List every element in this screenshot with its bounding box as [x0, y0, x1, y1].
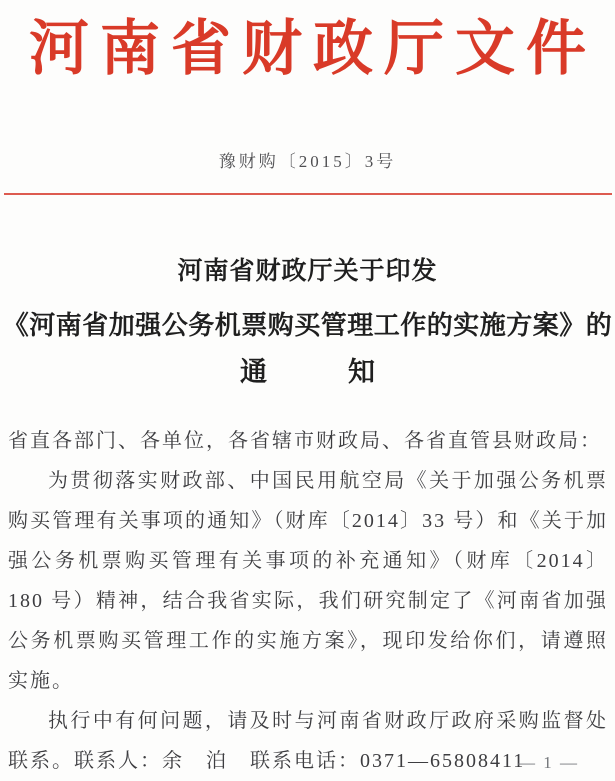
notice-body: [8, 421, 608, 781]
notice-title-line-3: 通 知: [240, 357, 375, 387]
red-divider-line: [4, 193, 612, 195]
salutation-line: 省直各部门、各单位，各省辖市财政局、各省直管县财政局：: [8, 430, 602, 452]
body-paragraph-2: 执行中有何问题，请及时与河南省财政厅政府采购监督处联系。联系人：余 泊 联系电话：0371—65808411: [8, 710, 608, 772]
body-paragraph-1: 为贯彻落实财政部、中国民用航空局《关于加强公务机票购买管理有关事项的通知》（财库〔2014〕33 号）和《关于加强公务机票购买管理有关事项的补充通知》（财库〔2014〕180 号）精神，结合我省实际，我们研究制定了《河南省加强公务机票购买管理工作的实施方案》，现印发给你们，请遵照实施。: [8, 470, 608, 692]
notice-title-line-2: 《河南省加强公务机票购买管理工作的实施方案》的: [2, 311, 613, 340]
document-number: 豫财购〔2015〕3号: [218, 152, 397, 171]
agency-masthead-title: 河南省财政厅文件: [29, 16, 597, 82]
page-number: — 1 —: [518, 753, 579, 772]
notice-title-line-1: 河南省财政厅关于印发: [177, 258, 438, 285]
notice-title: [0, 255, 615, 389]
